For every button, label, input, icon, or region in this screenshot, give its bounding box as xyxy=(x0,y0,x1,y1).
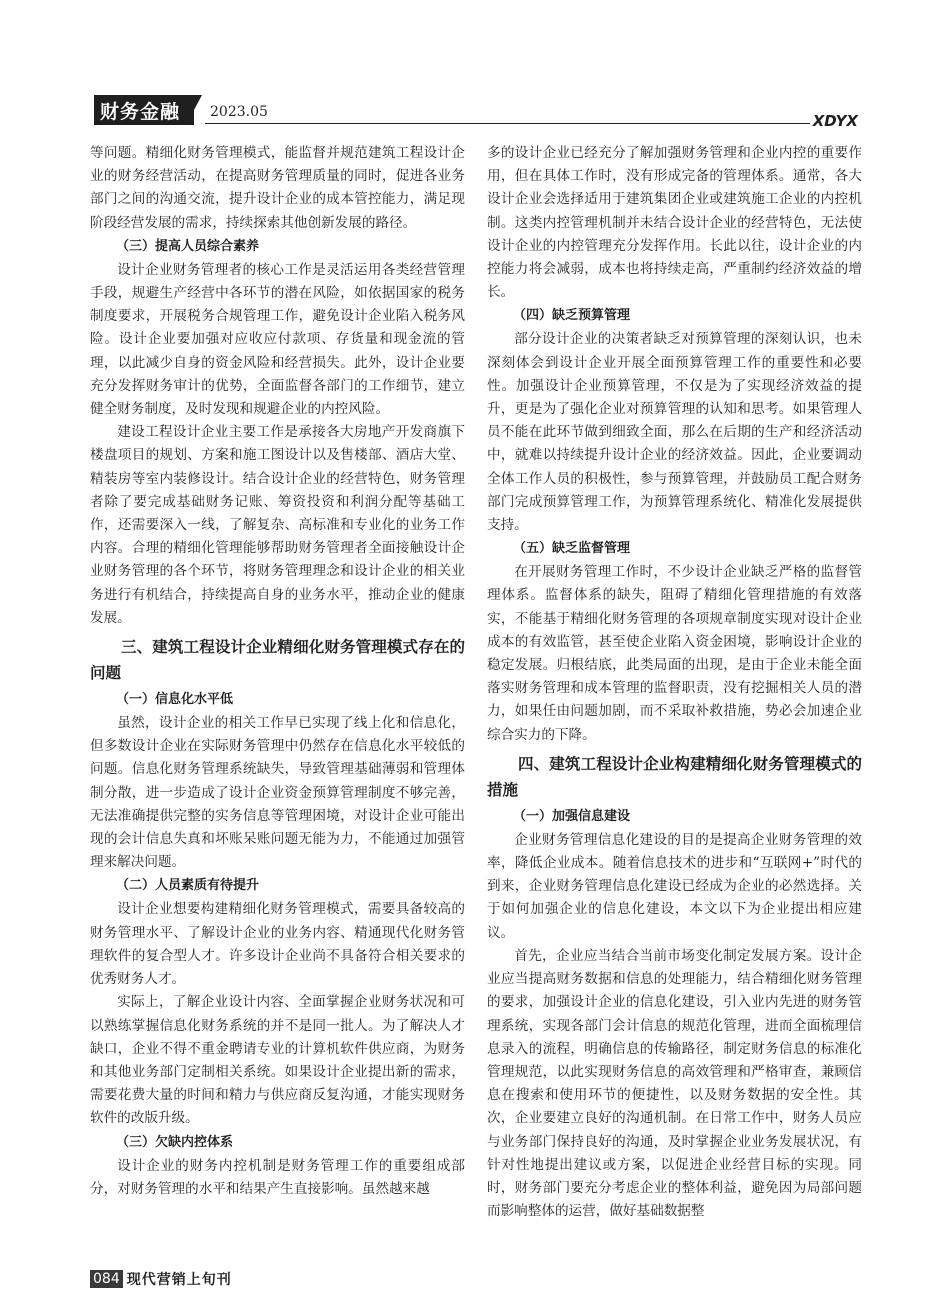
subsection-heading: （一）加强信息建设 xyxy=(513,808,631,824)
body-paragraph: 首先，企业应当结合当前市场变化制定发展方案。设计企业应当提高财务数据和信息的处理能力，结合精细化财务管理的要求，加强设计企业的信息化建设，引入业内先进的财务管理系统，实现各部门会计信息的规范化管理，进而全面梳理信息录入的流程，明确信息的传输路径，制定财务信息的标准化管理规范，以此实现财务信息的高效管理和严格审查，兼顾信息在搜索和使用环节的便捷性，以及财务数据的安全性。其次，企业要建立良好的沟通机制。在日常工作中，财务人员应与业务部门保持良好的沟通，及时掌握企业业务发展状况，有针对性地提出建议或方案，以促进企业经营目标的实现。同时，财务部门要充分考虑企业的整体利益，避免因为局部问题而影响整体的运营，做好基础数据整 xyxy=(487,947,862,1220)
subsection-heading: （一）信息化水平低 xyxy=(116,692,234,708)
section-heading: 四、建筑工程设计企业构建精细化财务管理模式的措施 xyxy=(487,754,862,799)
journal-code: XDYX xyxy=(812,112,858,130)
subsection-heading: （三）欠缺内控体系 xyxy=(116,1134,234,1150)
right-column xyxy=(487,142,862,1223)
body-paragraph: 设计企业财务管理者的核心工作是灵活运用各类经营管理手段，规避生产经营中各环节的潜在风险，如依据国家的税务制度要求，开展税务合规管理工作，避免设计企业陷入税务风险。设计企业要加强对应收应付款项、存货量和现金流的管理，以此减少自身的资金风险和经营损失。此外，设计企业要充分发挥财务审计的优势，全面监督各部门的工作细节，建立健全财务制度，及时发现和规避企业的内控风险。 xyxy=(90,261,465,418)
body-paragraph: 多的设计企业已经充分了解加强财务管理和企业内控的重要作用，但在具体工作时，没有形成完备的管理体系。通常，各大设计企业会选择适用于建筑集团企业或建筑施工企业的内控机制。这类内控管理机制并未结合设计企业的经营特色，无法使设计企业的内控管理充分发挥作用。长此以往，设计企业的内控能力将会减弱，成本也将持续走高，严重制约经济效益的增长。 xyxy=(487,145,862,301)
journal-title: 现代营销上旬刊 xyxy=(126,1271,232,1288)
subsection-heading: （四）缺乏预算管理 xyxy=(513,308,631,324)
body-paragraph: 实际上，了解企业设计内容、全面掌握企业财务状况和可以熟练掌握信息化财务系统的并不是同一批人。为了解决人才缺口，企业不得不重金聘请专业的计算机软件供应商，为财务和其他业务部门定制相关系统。如果设计企业提出新的需求，需要花费大量的时间和精力与供应商反复沟通，才能实现财务软件的改版升级。 xyxy=(90,994,465,1127)
page-footer xyxy=(90,1268,232,1288)
body-paragraph: 设计企业的财务内控机制是财务管理工作的重要组成部分，对财务管理的水平和结果产生直接影响。虽然越来越 xyxy=(90,1157,465,1197)
subsection-heading: （三）提高人员综合素养 xyxy=(116,238,260,254)
body-paragraph: 在开展财务管理工作时，不少设计企业缺乏严格的监督管理体系。监督体系的缺失，阻碍了精细化管理措施的有效落实，不能基于精细化财务管理的各项规章制度实现对设计企业成本的有效监管，甚至使企业陷入资金困境，影响设计企业的稳定发展。归根结底，此类局面的出现，是由于企业未能全面落实财务管理和成本管理的监督职责，没有挖掘相关人员的潜力，如果任由问题加剧，而不采取补救措施，势必会加速企业综合实力的下降。 xyxy=(487,564,862,743)
subsection-heading: （五）缺乏监督管理 xyxy=(513,541,631,557)
body-paragraph: 建设工程设计企业主要工作是承接各大房地产开发商旗下楼盘项目的规划、方案和施工图设计以及售楼部、酒店大堂、精装房等室内装修设计。结合设计企业的经营特色，财务管理者除了要完成基础财务记账、筹资投资和利润分配等基础工作，还需要深入一线，了解复杂、高标准和专业化的业务工作内容。合理的精细化管理能够帮助财务管理者全面接触设计企业财务管理的各个环节，将财务管理理念和设计企业的相关业务进行有机结合，持续提高自身的业务水平，推动企业的健康发展。 xyxy=(90,424,465,626)
body-paragraph: 等问题。精细化财务管理模式，能监督并规范建筑工程设计企业的财务经营活动，在提高财务管理质量的同时，促进各业务部门之间的沟通交流，提升设计企业的成本管控能力，满足现阶段经营发展的需求，持续探索其他创新发展的路径。 xyxy=(90,145,465,231)
subsection-heading: （二）人员素质有待提升 xyxy=(116,878,260,894)
body-paragraph: 部分设计企业的决策者缺乏对预算管理的深刻认识，也未深刻体会到设计企业开展全面预算管理工作的重要性和必要性。加强设计企业预算管理，不仅是为了实现经济效益的提升，更是为了强化企业对预算管理的认知和思考。如果管理人员不能在此环节做到细致全面，那么在后期的生产和经济活动中，就难以持续提升设计企业的经济效益。因此，企业要调动全体工作人员的积极性，参与预算管理，并鼓励员工配合财务部门完成预算管理工作，为预算管理系统化、精准化发展提供支持。 xyxy=(487,331,862,534)
left-column xyxy=(90,142,465,1201)
section-badge-notch xyxy=(186,95,202,125)
page-number: 084 xyxy=(90,1270,123,1288)
issue-date: 2023.05 xyxy=(210,104,268,120)
body-paragraph: 设计企业想要构建精细化财务管理模式，需要具备较高的财务管理水平、了解设计企业的业务内容、精通现代化财务管理软件的复合型人才。许多设计企业尚不具备符合相关要求的优秀财务人才。 xyxy=(90,901,465,988)
page-header xyxy=(0,0,950,130)
body-paragraph: 企业财务管理信息化建设的目的是提高企业财务管理的效率，降低企业成本。随着信息技术的进步和“互联网+”时代的到来，企业财务管理信息化建设已经成为企业的必然选择。关于如何加强企业的信息化建设，本文以下为企业提出相应建议。 xyxy=(487,831,862,941)
section-heading: 三、建筑工程设计企业精细化财务管理模式存在的问题 xyxy=(90,638,465,683)
section-title: 财务金融 xyxy=(100,101,181,123)
header-rule xyxy=(205,123,810,124)
body-paragraph: 虽然，设计企业的相关工作早已实现了线上化和信息化，但多数设计企业在实际财务管理中仍然存在信息化水平较低的问题。信息化财务管理系统缺失，导致管理基础薄弱和管理体制分散，进一步造成了设计企业资金预算管理制度不够完善，无法准确提供完整的实务信息等管理困境，对设计企业可能出现的会计信息失真和坏账呆账问题无能为力，不能通过加强管理来解决问题。 xyxy=(90,715,465,871)
